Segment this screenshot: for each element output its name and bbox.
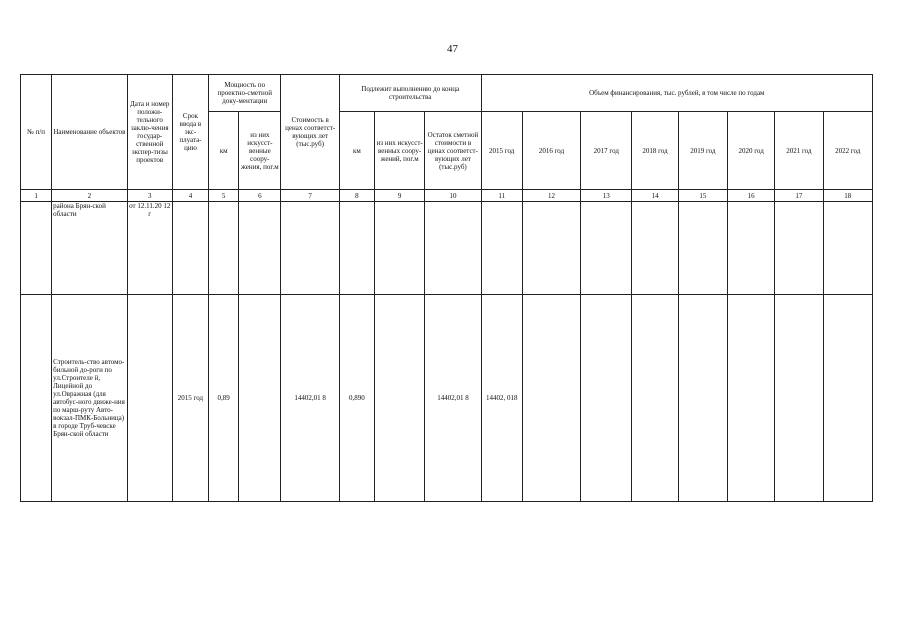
header-year-2016: 2016 год (522, 112, 580, 190)
column-number: 16 (728, 190, 775, 202)
financing-table (20, 74, 873, 502)
header-cost: Стоимость в ценах соответст-вующих лет (тыс.руб) (281, 75, 339, 190)
column-number: 7 (281, 190, 339, 202)
funding-2015 (481, 202, 522, 295)
header-year-2018: 2018 год (632, 112, 678, 190)
commission-term: 2015 год (172, 295, 208, 502)
column-number: 11 (481, 190, 522, 202)
column-number: 5 (209, 190, 239, 202)
column-number: 3 (127, 190, 172, 202)
table-row (21, 202, 873, 295)
funding-2022 (823, 202, 872, 295)
column-number: 17 (775, 190, 823, 202)
capacity-km: 0,89 (209, 295, 239, 502)
expertise-date (127, 295, 172, 502)
funding-2021 (775, 202, 823, 295)
header-funding: Объем финансирования, тыс. рублей, в том числе по годам (481, 75, 872, 112)
header-year-2019: 2019 год (678, 112, 727, 190)
header-num: № п/п (21, 75, 52, 190)
header-year-2021: 2021 год (775, 112, 823, 190)
column-number: 9 (375, 190, 425, 202)
column-number: 15 (678, 190, 727, 202)
cost-value: 14402,01 8 (281, 295, 339, 502)
funding-2018 (632, 202, 678, 295)
header-date: Дата и номер положи-тельного заклю-чения государ-ственной экспер-тизы проектов (127, 75, 172, 190)
capacity-structures (239, 202, 281, 295)
column-number: 8 (339, 190, 374, 202)
funding-2021 (775, 295, 823, 502)
header-todo-rest: Остаток сметной стоимости в ценах соответст-вующих лет (тыс.руб) (425, 112, 481, 190)
column-number: 2 (52, 190, 127, 202)
todo-structures (375, 202, 425, 295)
header-capacity: Мощность по проектно-сметной доку-ментации (209, 75, 281, 112)
todo-km (339, 202, 374, 295)
header-name: Наименование объектов (52, 75, 127, 190)
header-todo: Подлежит выполнению до конца строительства (339, 75, 481, 112)
row-num-cell (21, 202, 52, 295)
column-number: 13 (581, 190, 632, 202)
object-name: Строитель-ство автомо-бильной до-роги по ул.Строителе й, Лицейной до ул.Овражная (для автобус-ного движе-ния по марш-руту Авто-вокзал-ПМК-Больница) в городе Труб-чевске Брян-ской области (52, 295, 127, 502)
header-cap-km: км (209, 112, 239, 190)
funding-2017 (581, 202, 632, 295)
remaining-cost: 14402,01 8 (425, 295, 481, 502)
header-todo-structs: из них искусст-венных соору-жений, пог.м (375, 112, 425, 190)
column-number: 4 (172, 190, 208, 202)
expertise-date: от 12.11.20 12 г (127, 202, 172, 295)
column-number: 18 (823, 190, 872, 202)
header-year-2017: 2017 год (581, 112, 632, 190)
remaining-cost (425, 202, 481, 295)
column-number: 1 (21, 190, 52, 202)
table-row (21, 295, 873, 502)
funding-2020 (728, 202, 775, 295)
capacity-km (209, 202, 239, 295)
funding-2019 (678, 295, 727, 502)
funding-2020 (728, 295, 775, 502)
funding-2016 (522, 202, 580, 295)
funding-2019 (678, 202, 727, 295)
header-year-2022: 2022 год (823, 112, 872, 190)
column-number-row (21, 190, 873, 202)
todo-structures (375, 295, 425, 502)
row-num-cell (21, 295, 52, 502)
column-number: 10 (425, 190, 481, 202)
column-number: 6 (239, 190, 281, 202)
commission-term (172, 202, 208, 295)
funding-2017 (581, 295, 632, 502)
object-name: района Брян-ской области (52, 202, 127, 295)
cost-value (281, 202, 339, 295)
header-todo-km: км (339, 112, 374, 190)
funding-2022 (823, 295, 872, 502)
funding-2018 (632, 295, 678, 502)
page-number: 47 (447, 43, 458, 55)
funding-2015: 14402, 018 (481, 295, 522, 502)
funding-2016 (522, 295, 580, 502)
header-cap-structs: из них искусст-венные соору-жения, пог.м (239, 112, 281, 190)
capacity-structures (239, 295, 281, 502)
header-term: Срок ввода в экс-плуата-цию (172, 75, 208, 190)
column-number: 12 (522, 190, 580, 202)
todo-km: 0,890 (339, 295, 374, 502)
column-number: 14 (632, 190, 678, 202)
header-year-2020: 2020 год (728, 112, 775, 190)
header-year-2015: 2015 год (481, 112, 522, 190)
